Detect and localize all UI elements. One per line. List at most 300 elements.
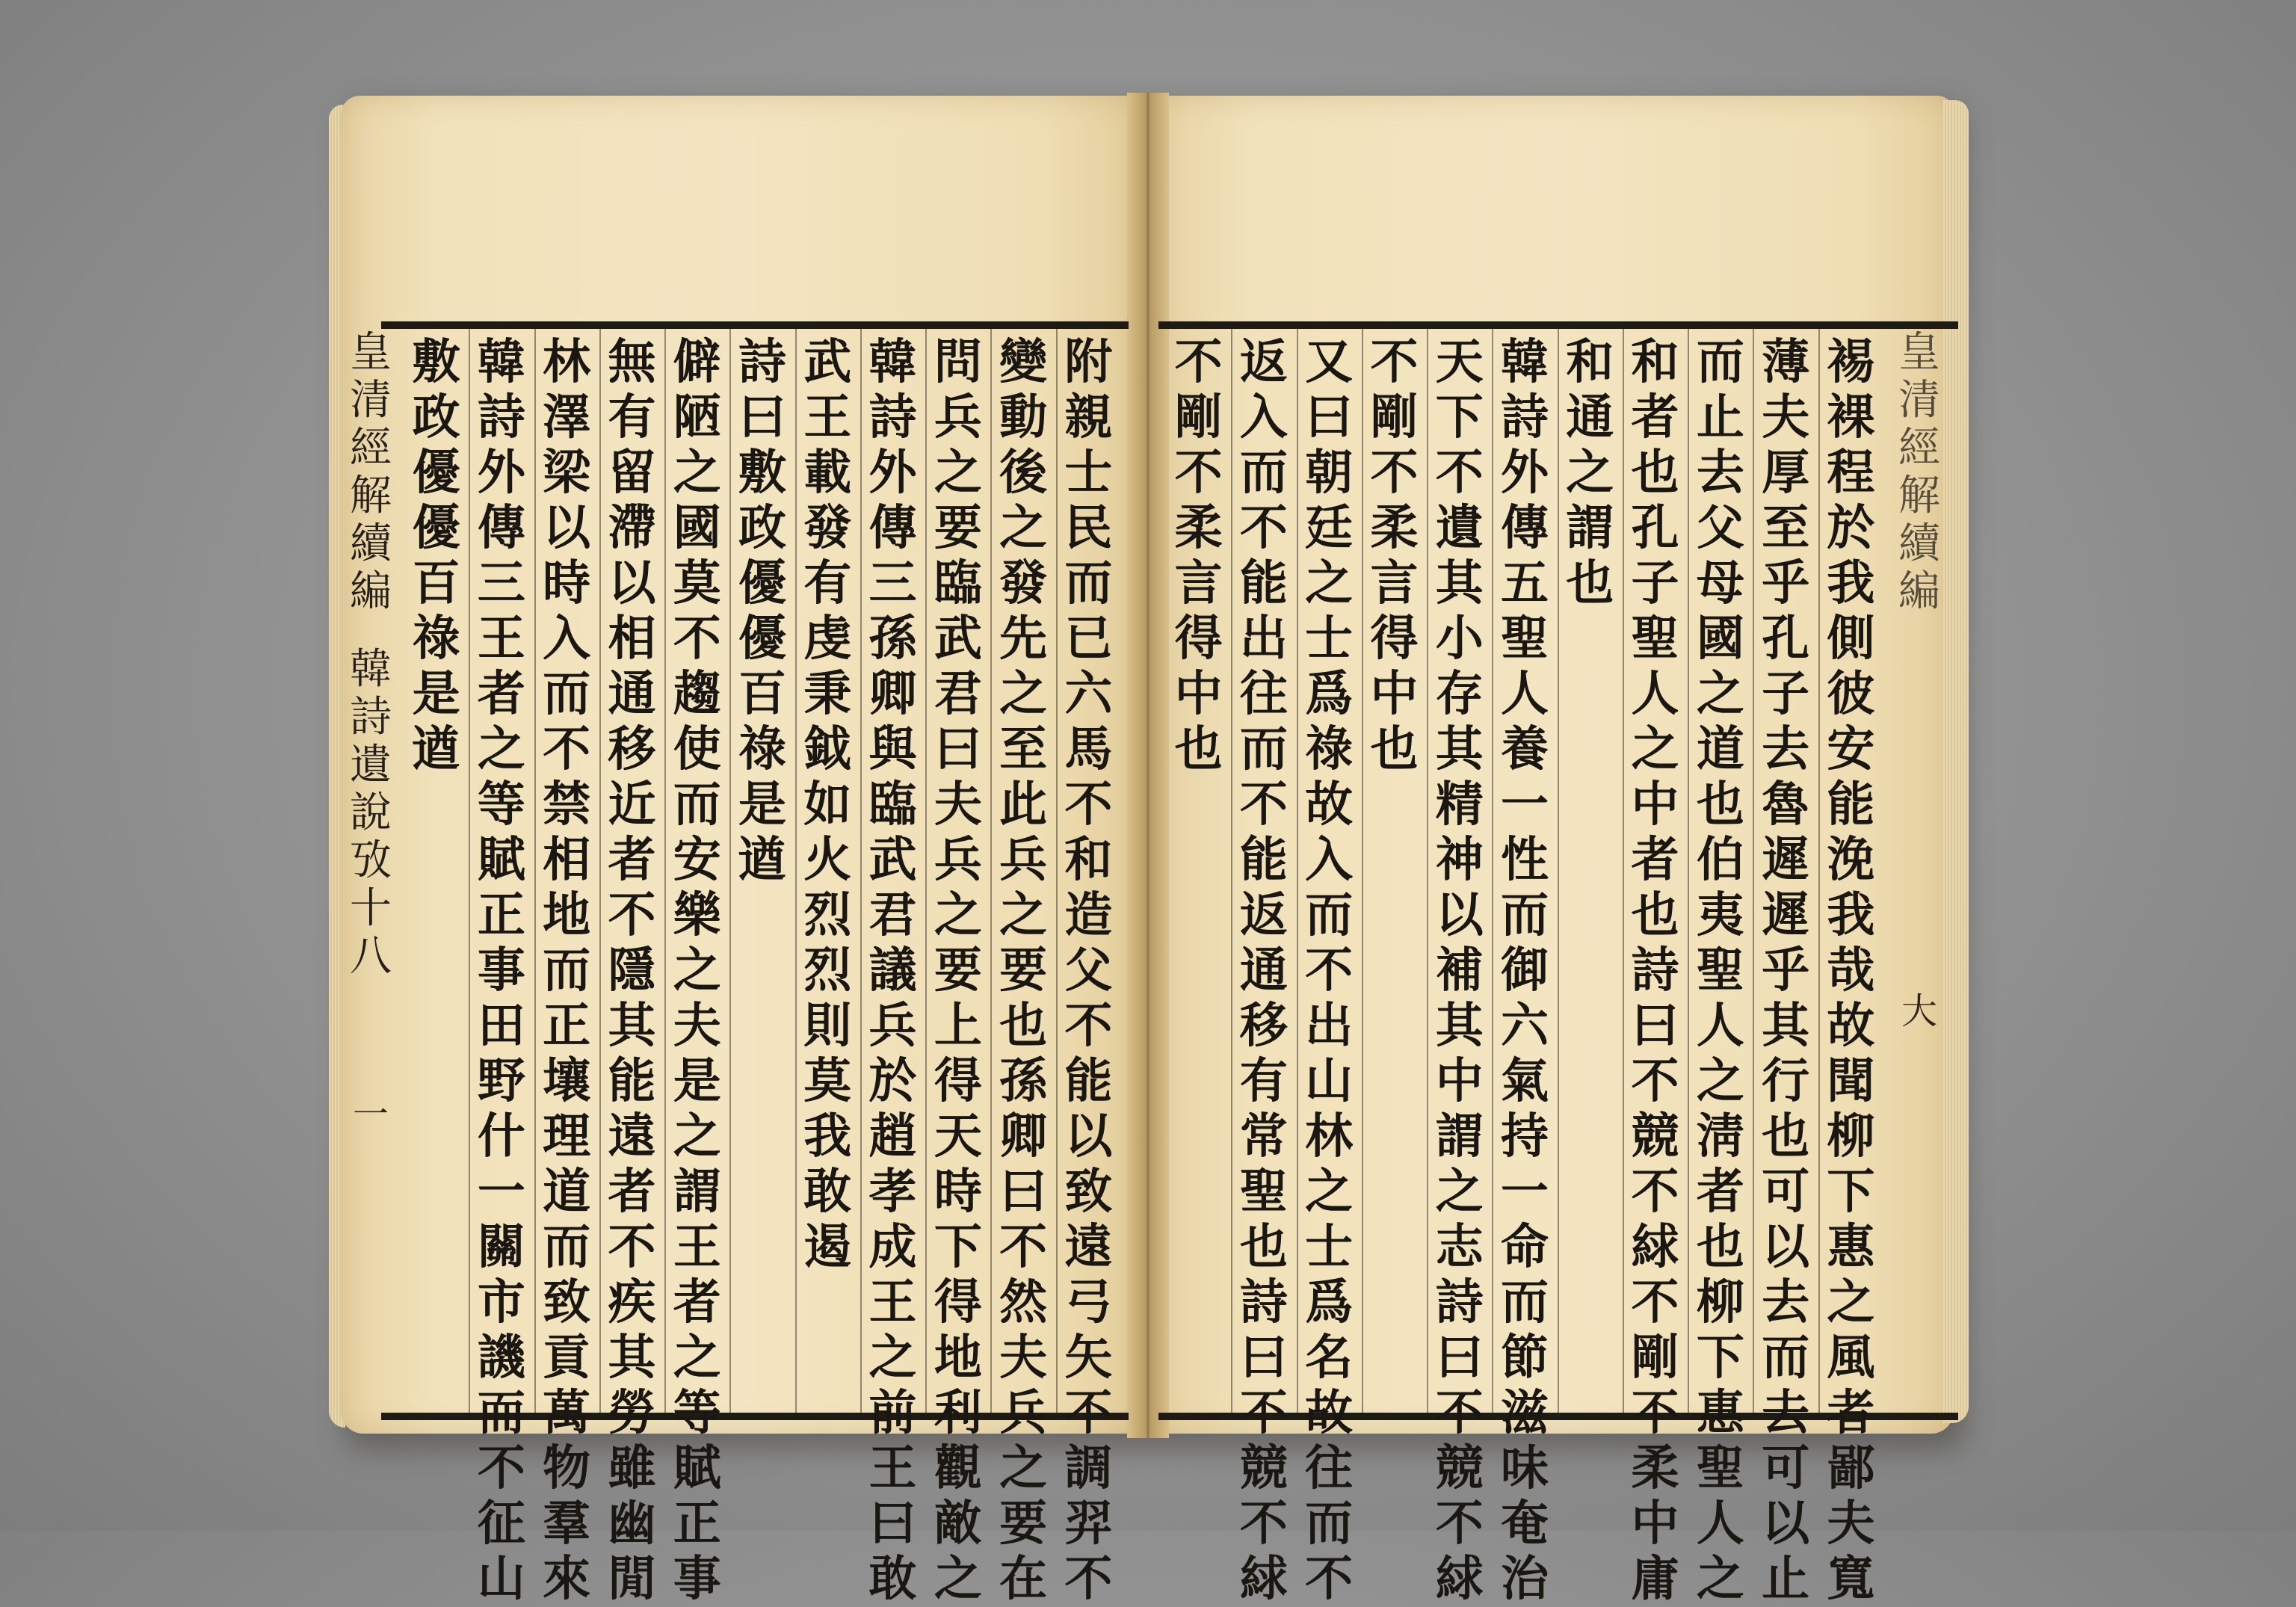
glyph: 其	[608, 1330, 656, 1386]
glyph: 下	[1827, 1164, 1875, 1220]
glyph: 六	[1501, 998, 1549, 1054]
glyph: 滋	[1501, 1385, 1549, 1441]
glyph: 虔	[803, 611, 852, 667]
glyph: 絿	[1631, 1219, 1679, 1275]
glyph: 不	[608, 1219, 656, 1275]
glyph: 入	[1239, 389, 1288, 445]
glyph: 至	[999, 721, 1048, 777]
glyph: 是	[738, 777, 786, 833]
glyph: 發	[803, 500, 852, 556]
glyph: 優	[412, 500, 460, 556]
glyph: 不	[1064, 777, 1113, 833]
glyph: 上	[933, 998, 982, 1054]
glyph: 惠	[1696, 1385, 1744, 1441]
glyph: 爲	[1305, 666, 1354, 722]
glyph: 禁	[543, 777, 591, 833]
glyph: 此	[999, 777, 1048, 833]
glyph: 柔	[1631, 1440, 1679, 1496]
glyph: 莫	[803, 1053, 852, 1109]
glyph: 利	[933, 1385, 982, 1441]
glyph: 庸	[1631, 1551, 1679, 1607]
glyph: 節	[1501, 1330, 1549, 1386]
glyph: 變	[999, 334, 1048, 390]
glyph: 三	[868, 555, 917, 611]
glyph: 隱	[608, 943, 656, 999]
glyph: 而	[543, 666, 591, 722]
glyph: 精	[1435, 777, 1484, 833]
glyph: 國	[673, 500, 721, 556]
glyph: 近	[608, 777, 656, 833]
glyph: 市	[477, 1274, 525, 1330]
glyph: 君	[933, 666, 982, 722]
glyph: 載	[803, 445, 852, 501]
glyph: 使	[673, 721, 721, 777]
glyph: 百	[738, 666, 786, 722]
glyph: 故	[1305, 1385, 1354, 1441]
glyph: 曰	[1435, 1330, 1484, 1386]
glyph: 之	[1631, 721, 1679, 777]
glyph: 故	[1305, 777, 1354, 833]
glyph: 柔	[1174, 500, 1223, 556]
text-column	[534, 334, 599, 1607]
glyph: 聖	[1239, 1164, 1288, 1220]
glyph: 以	[608, 555, 656, 611]
glyph: 六	[1064, 666, 1113, 722]
text-column	[730, 335, 794, 1411]
column-divider	[1818, 329, 1820, 1413]
glyph: 薄	[1762, 334, 1810, 390]
glyph: 我	[803, 1108, 852, 1165]
book-title-glyphs	[1898, 329, 1940, 616]
glyph: 者	[1827, 1385, 1875, 1441]
glyph: 韓	[868, 334, 917, 390]
glyph: 之	[1827, 1274, 1875, 1330]
glyph: 什	[477, 1108, 525, 1165]
glyph: 不	[1239, 1385, 1288, 1441]
glyph: 曰	[1631, 998, 1679, 1054]
glyph: 乎	[1762, 943, 1810, 999]
glyph: 孝	[868, 1164, 917, 1220]
glyph: 父	[1064, 943, 1113, 999]
glyph: 競	[1435, 1440, 1484, 1496]
glyph: 要	[933, 943, 982, 999]
glyph: 奄	[1501, 1496, 1549, 1552]
glyph: 之	[868, 1330, 917, 1386]
column-divider	[1427, 329, 1428, 1413]
glyph: 後	[999, 445, 1048, 501]
glyph: 而	[1696, 334, 1744, 390]
glyph: 羿	[1064, 1496, 1113, 1552]
glyph: 羣	[543, 1496, 591, 1552]
glyph: 政	[738, 500, 786, 556]
glyph: 解	[350, 472, 392, 520]
glyph: 臨	[933, 555, 982, 611]
glyph: 附	[1064, 334, 1113, 390]
glyph: 有	[608, 389, 656, 445]
glyph: 卿	[999, 1108, 1048, 1165]
glyph: 不	[1239, 1496, 1288, 1552]
glyph: 夷	[1696, 887, 1744, 943]
glyph: 之	[933, 445, 982, 501]
left-margin-heading	[344, 329, 398, 1413]
glyph: 出	[1305, 998, 1354, 1054]
glyph: 樂	[673, 887, 721, 943]
glyph: 關	[477, 1219, 525, 1275]
glyph: 安	[1827, 721, 1875, 777]
column-divider	[1231, 329, 1232, 1413]
glyph: 者	[1631, 389, 1679, 445]
glyph: 事	[477, 943, 525, 999]
glyph: 韓	[350, 645, 392, 694]
glyph: 而	[1501, 887, 1549, 943]
glyph: 御	[1501, 943, 1549, 999]
glyph: 問	[933, 334, 982, 390]
frame-top-rule	[381, 321, 1129, 329]
glyph: 裸	[1827, 389, 1875, 445]
glyph: 子	[1631, 555, 1679, 611]
text-column	[1623, 334, 1688, 1607]
text-column	[1753, 334, 1818, 1607]
column-divider	[1688, 329, 1689, 1413]
glyph: 道	[543, 1164, 591, 1220]
glyph: 者	[1696, 1164, 1744, 1220]
glyph: 移	[608, 721, 656, 777]
glyph: 不	[673, 611, 721, 667]
glyph: 去	[1762, 1274, 1810, 1330]
glyph: 一	[1501, 777, 1549, 833]
glyph: 時	[933, 1164, 982, 1220]
glyph: 有	[803, 555, 852, 611]
glyph: 留	[608, 445, 656, 501]
glyph: 不	[477, 1440, 525, 1496]
glyph: 中	[1435, 1053, 1484, 1109]
glyph: 而	[1239, 445, 1288, 501]
glyph: 賦	[477, 832, 525, 888]
column-divider	[925, 329, 927, 1413]
glyph: 夫	[1762, 389, 1810, 445]
glyph: 曰	[999, 1164, 1048, 1220]
glyph: 要	[999, 1496, 1048, 1552]
glyph: 幽	[608, 1496, 656, 1552]
glyph: 中	[1370, 666, 1419, 722]
glyph: 武	[933, 611, 982, 667]
glyph: 馬	[1064, 721, 1113, 777]
glyph: 優	[738, 555, 786, 611]
column-divider	[599, 329, 601, 1413]
glyph: 夫	[999, 1330, 1048, 1386]
glyph: 不	[1631, 1053, 1679, 1109]
book-title-glyphs	[350, 329, 392, 616]
glyph: 之	[999, 666, 1048, 722]
glyph: 志	[1435, 1219, 1484, 1275]
glyph: 來	[543, 1551, 591, 1607]
glyph: 裼	[1827, 334, 1875, 390]
glyph: 是	[412, 666, 460, 722]
glyph: 詩	[1239, 1274, 1288, 1330]
glyph: 孔	[1631, 500, 1679, 556]
glyph: 不	[1239, 777, 1288, 833]
glyph: 遺	[1435, 500, 1484, 556]
column-divider	[1297, 329, 1298, 1413]
glyph: 遺	[350, 741, 392, 789]
glyph: 者	[608, 1164, 656, 1220]
glyph: 前	[868, 1385, 917, 1441]
page-number: 一	[352, 1094, 389, 1135]
glyph: 山	[1305, 1053, 1354, 1109]
glyph: 傳	[477, 500, 525, 556]
glyph: 烈	[803, 887, 852, 943]
glyph: 曰	[868, 1496, 917, 1552]
glyph: 道	[1696, 721, 1744, 777]
glyph: 於	[1827, 500, 1875, 556]
glyph: 通	[608, 666, 656, 722]
glyph: 三	[477, 555, 525, 611]
glyph: 正	[543, 998, 591, 1054]
glyph: 也	[1631, 887, 1679, 943]
glyph: 剛	[1631, 1330, 1679, 1386]
glyph: 常	[1239, 1108, 1288, 1165]
section-title-glyphs	[350, 646, 392, 981]
column-divider	[795, 329, 797, 1413]
glyph: 韓	[477, 334, 525, 390]
glyph: 經	[1898, 424, 1940, 472]
glyph: 哉	[1827, 943, 1875, 999]
glyph: 也	[999, 998, 1048, 1054]
glyph: 返	[1239, 334, 1288, 390]
glyph: 者	[477, 666, 525, 722]
glyph: 之	[1305, 555, 1354, 611]
glyph: 親	[1064, 389, 1113, 445]
column-divider	[1492, 329, 1493, 1413]
glyph: 國	[1696, 611, 1744, 667]
glyph: 士	[1305, 611, 1354, 667]
text-column	[1558, 335, 1622, 1411]
glyph: 疾	[608, 1274, 656, 1330]
glyph: 外	[1501, 445, 1549, 501]
frame-top-rule	[1158, 321, 1958, 329]
glyph: 兵	[999, 1385, 1048, 1441]
glyph: 能	[1064, 1053, 1113, 1109]
glyph: 士	[1305, 1219, 1354, 1275]
text-column	[1232, 334, 1296, 1607]
glyph: 之	[1566, 445, 1614, 501]
glyph: 勞	[608, 1385, 656, 1441]
glyph: 地	[933, 1330, 982, 1386]
text-column	[926, 334, 990, 1607]
glyph: 人	[1696, 998, 1744, 1054]
glyph: 曰	[933, 721, 982, 777]
column-divider	[1362, 329, 1363, 1413]
glyph: 而	[1305, 887, 1354, 943]
glyph: 正	[673, 1496, 721, 1552]
glyph: 動	[999, 389, 1048, 445]
glyph: 士	[1064, 445, 1113, 501]
text-column	[861, 334, 925, 1607]
glyph: 詩	[350, 693, 392, 741]
glyph: 父	[1696, 500, 1744, 556]
glyph: 澤	[543, 389, 591, 445]
glyph: 之	[1696, 1053, 1744, 1109]
glyph: 詩	[477, 389, 525, 445]
column-divider	[860, 329, 862, 1413]
glyph: 不	[1174, 445, 1223, 501]
glyph: 中	[1631, 777, 1679, 833]
glyph: 言	[1370, 555, 1419, 611]
glyph: 浼	[1827, 832, 1875, 888]
glyph: 名	[1305, 1330, 1354, 1386]
glyph: 相	[608, 611, 656, 667]
glyph: 下	[1435, 389, 1484, 445]
text-column	[599, 334, 664, 1607]
glyph: 可	[1762, 1164, 1810, 1220]
glyph: 不	[1239, 500, 1288, 556]
glyph: 者	[608, 832, 656, 888]
glyph: 王	[673, 1219, 721, 1275]
column-divider	[664, 329, 666, 1413]
glyph: 遒	[412, 721, 460, 777]
glyph: 朝	[1305, 445, 1354, 501]
glyph: 去	[1762, 1385, 1810, 1441]
glyph: 乎	[1762, 555, 1810, 611]
glyph: 莫	[673, 555, 721, 611]
glyph: 人	[1631, 666, 1679, 722]
glyph: 野	[477, 1053, 525, 1109]
glyph: 貢	[543, 1330, 591, 1386]
glyph: 地	[543, 887, 591, 943]
glyph: 得	[933, 1053, 982, 1109]
glyph: 者	[673, 1274, 721, 1330]
glyph: 得	[1370, 611, 1419, 667]
glyph: 兵	[868, 998, 917, 1054]
glyph: 治	[1501, 1551, 1549, 1607]
glyph: 入	[543, 611, 591, 667]
glyph: 至	[1762, 500, 1810, 556]
glyph: 曰	[1239, 1330, 1288, 1386]
glyph: 在	[999, 1551, 1048, 1607]
glyph: 王	[803, 389, 852, 445]
glyph: 田	[477, 998, 525, 1054]
glyph: 去	[1696, 445, 1744, 501]
glyph: 物	[543, 1440, 591, 1496]
column-divider	[534, 329, 536, 1413]
glyph: 祿	[412, 611, 460, 667]
glyph: 以	[1435, 887, 1484, 943]
glyph: 不	[1064, 1551, 1113, 1607]
glyph: 敢	[803, 1164, 852, 1220]
glyph: 之	[1696, 1551, 1744, 1607]
glyph: 詩	[868, 389, 917, 445]
glyph: 天	[1435, 334, 1484, 390]
glyph: 續	[1898, 519, 1940, 568]
glyph: 遲	[1762, 887, 1810, 943]
text-column	[469, 334, 534, 1607]
text-column	[1056, 334, 1120, 1607]
glyph: 而	[1762, 1330, 1810, 1386]
glyph: 競	[1239, 1440, 1288, 1496]
glyph: 不	[1370, 445, 1419, 501]
glyph: 君	[868, 887, 917, 943]
open-book	[329, 82, 1966, 1607]
glyph: 能	[1239, 555, 1288, 611]
glyph: 聖	[1501, 611, 1549, 667]
glyph: 柔	[1370, 500, 1419, 556]
glyph: 不	[1631, 1274, 1679, 1330]
glyph: 觀	[933, 1440, 982, 1496]
glyph: 之	[673, 1330, 721, 1386]
glyph: 祿	[738, 721, 786, 777]
glyph: 之	[477, 721, 525, 777]
glyph: 八	[350, 932, 392, 981]
glyph: 傳	[1501, 500, 1549, 556]
glyph: 而	[1064, 555, 1113, 611]
glyph: 解	[1898, 472, 1940, 520]
glyph: 曰	[1305, 389, 1354, 445]
glyph: 發	[999, 555, 1048, 611]
glyph: 不	[543, 721, 591, 777]
text-column	[1688, 334, 1753, 1607]
glyph: 要	[933, 500, 982, 556]
glyph: 也	[1631, 445, 1679, 501]
glyph: 聖	[1696, 943, 1744, 999]
glyph: 競	[1631, 1108, 1679, 1165]
glyph: 下	[1696, 1330, 1744, 1386]
glyph: 補	[1435, 943, 1484, 999]
glyph: 與	[868, 721, 917, 777]
glyph: 有	[1239, 1053, 1288, 1109]
glyph: 等	[673, 1385, 721, 1441]
column-divider	[1558, 329, 1559, 1413]
glyph: 十	[350, 884, 392, 933]
right-margin-heading	[1892, 329, 1946, 1413]
glyph: 不	[1370, 334, 1419, 390]
glyph: 清	[1898, 376, 1940, 425]
glyph: 皇	[1898, 328, 1940, 377]
text-column	[991, 334, 1055, 1607]
glyph: 議	[868, 943, 917, 999]
glyph: 也	[1174, 721, 1223, 777]
glyph: 正	[477, 887, 525, 943]
glyph: 火	[803, 832, 852, 888]
glyph: 遒	[738, 832, 786, 888]
glyph: 敷	[412, 334, 460, 390]
glyph: 厚	[1762, 445, 1810, 501]
glyph: 言	[1174, 555, 1223, 611]
glyph: 之	[1435, 1164, 1484, 1220]
glyph: 也	[1239, 1219, 1288, 1275]
glyph: 弓	[1064, 1274, 1113, 1330]
glyph: 優	[412, 445, 460, 501]
glyph: 孫	[868, 611, 917, 667]
glyph: 之	[933, 887, 982, 943]
glyph: 壤	[543, 1053, 591, 1109]
glyph: 不	[1631, 1385, 1679, 1441]
glyph: 五	[1501, 555, 1549, 611]
text-column	[795, 335, 860, 1411]
glyph: 止	[1762, 1551, 1810, 1607]
glyph: 謂	[1435, 1108, 1484, 1165]
glyph: 能	[608, 1053, 656, 1109]
glyph: 母	[1696, 555, 1744, 611]
glyph: 遲	[1762, 832, 1810, 888]
column-divider	[469, 329, 470, 1413]
glyph: 敵	[933, 1496, 982, 1552]
glyph: 而	[543, 1219, 591, 1275]
glyph: 入	[1305, 832, 1354, 888]
glyph: 氣	[1501, 1053, 1549, 1109]
glyph: 小	[1435, 611, 1484, 667]
glyph: 爲	[1305, 1274, 1354, 1330]
glyph: 子	[1762, 666, 1810, 722]
